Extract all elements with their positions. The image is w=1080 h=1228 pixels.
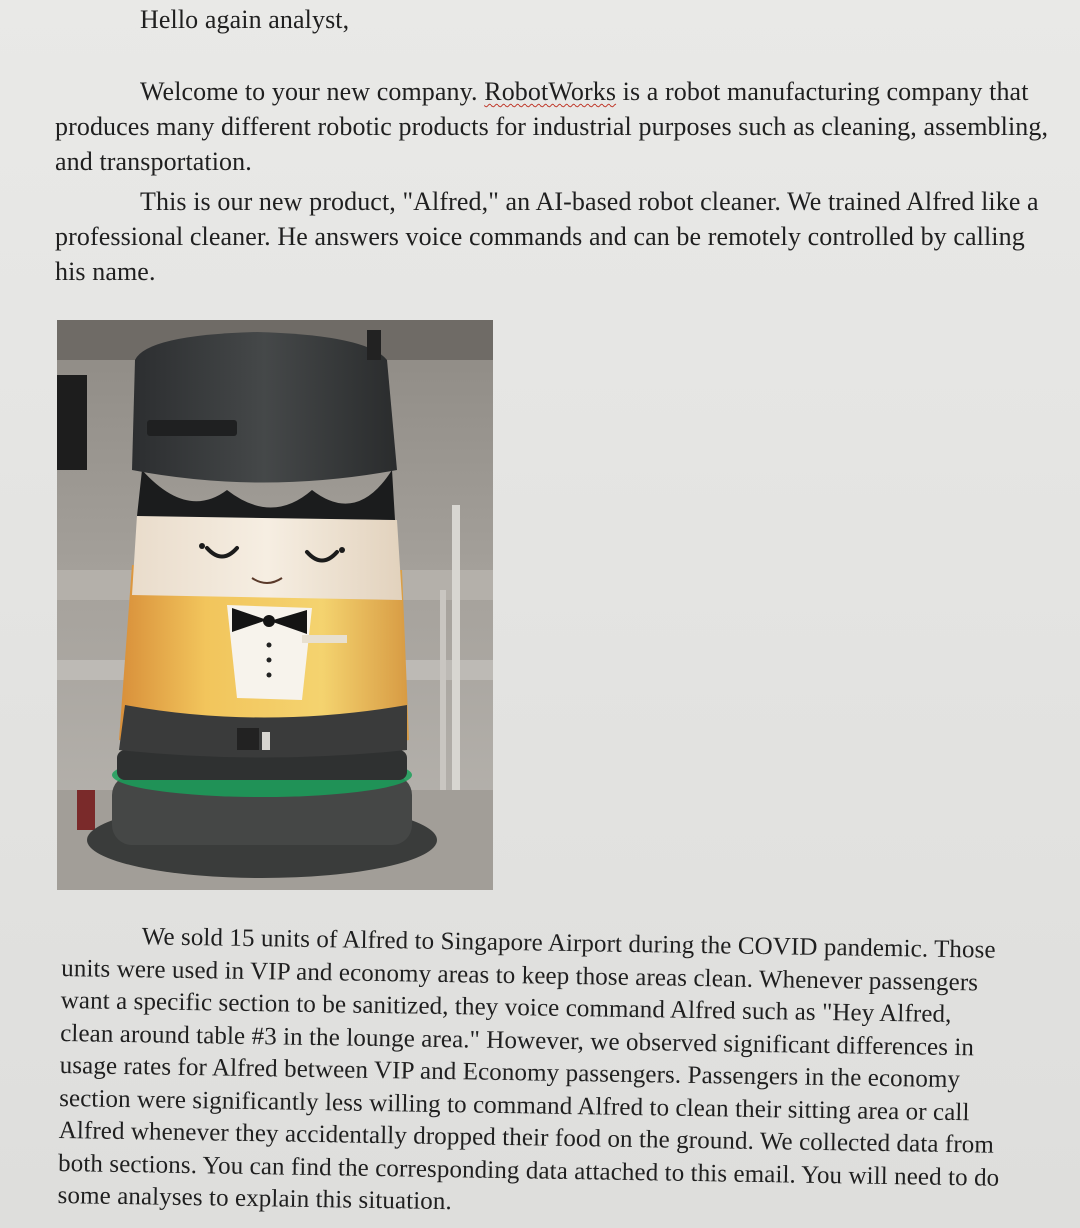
intro-text-rest: is a robot manufacturing company that produces many different robotic products for industrial purposes such as cleaning, assembling, and transportation.	[55, 77, 1049, 176]
paragraph-product: This is our new product, "Alfred," an AI-based robot cleaner. We trained Alfred like a professional cleaner. He answers voice commands and can be remotely controlled by calling his name.	[55, 187, 1039, 286]
paragraph-intro	[55, 74, 1065, 179]
robot-illustration	[57, 320, 493, 890]
greeting: Hello again analyst,	[140, 5, 350, 34]
robot-photo	[57, 320, 493, 890]
paragraph-airport: We sold 15 units of Alfred to Singapore Airport during the COVID pandemic. Those units were used in VIP and economy areas to keep those areas clean. Whenever passengers want a specific section to be sanitized, they voice command Alfred such as "Hey Alfred, clean around table #3 in the lounge area." However, we observed significant differences in usage rates for Alfred between VIP and Economy passengers. Passengers in the economy section were significantly less willing to command Alfred to clean their sitting area or call Alfred whenever they accidentally dropped their food on the ground. We collected data from both sections. You can find the corresponding data attached to this email. You will need to do some analyses to explain this situation.	[57, 923, 1000, 1216]
intro-text: Welcome to your new company.	[140, 77, 485, 106]
company-name: RobotWorks	[484, 77, 617, 106]
